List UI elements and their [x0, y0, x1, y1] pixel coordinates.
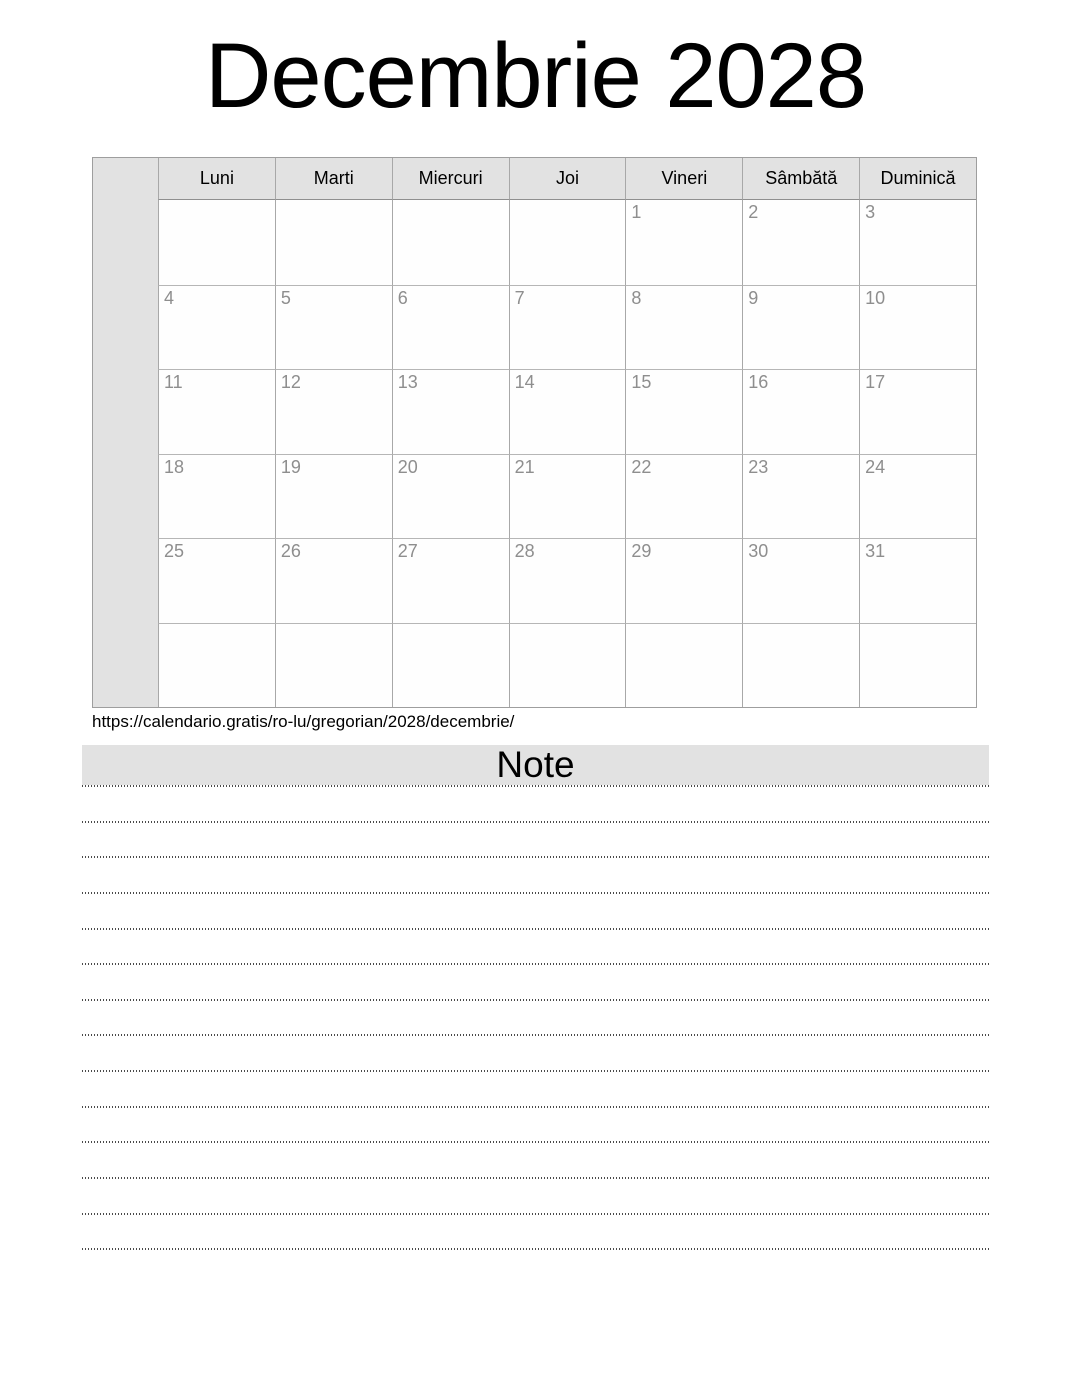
source-url-text: https://calendario.gratis/ro-lu/gregorian/2028/decembrie/: [92, 712, 515, 731]
day-cell: 3: [859, 200, 976, 285]
calendar-gutter-column: [93, 158, 158, 707]
day-cell: 13: [392, 369, 509, 454]
day-cell: 14: [509, 369, 626, 454]
day-cell: 5: [275, 285, 392, 370]
note-line: [82, 1001, 989, 1037]
day-cell: [275, 623, 392, 708]
day-header-miercuri: Miercuri: [392, 158, 509, 200]
day-cell: [392, 623, 509, 708]
day-cell: 26: [275, 538, 392, 623]
note-line: [82, 930, 989, 966]
day-cell: 17: [859, 369, 976, 454]
day-cell: [158, 200, 275, 285]
day-cell: [392, 200, 509, 285]
day-header-luni: Luni: [158, 158, 275, 200]
day-cell: 23: [742, 454, 859, 539]
day-cell: [158, 623, 275, 708]
day-cell: 7: [509, 285, 626, 370]
notes-title: Note: [496, 744, 575, 785]
note-line: [82, 1143, 989, 1179]
note-line: [82, 823, 989, 859]
day-cell: [509, 200, 626, 285]
day-cell: 4: [158, 285, 275, 370]
day-cell: [275, 200, 392, 285]
note-line: [82, 1215, 989, 1251]
day-cell: 11: [158, 369, 275, 454]
day-cell: 29: [625, 538, 742, 623]
day-cell: 2: [742, 200, 859, 285]
day-cell: 12: [275, 369, 392, 454]
day-cell: [625, 623, 742, 708]
day-header-joi: Joi: [509, 158, 626, 200]
page-title: Decembrie 2028: [204, 25, 867, 127]
day-header-sambata: Sâmbătă: [742, 158, 859, 200]
note-line: [82, 1072, 989, 1108]
day-cell: 9: [742, 285, 859, 370]
day-cell: [859, 623, 976, 708]
day-header-vineri: Vineri: [625, 158, 742, 200]
day-cell: 24: [859, 454, 976, 539]
day-cell: 15: [625, 369, 742, 454]
note-line: [82, 858, 989, 894]
day-cell: [509, 623, 626, 708]
note-line: [82, 965, 989, 1001]
day-cell: 16: [742, 369, 859, 454]
day-cell: [742, 623, 859, 708]
day-cell: 19: [275, 454, 392, 539]
day-cell: 28: [509, 538, 626, 623]
day-cell: 6: [392, 285, 509, 370]
calendar-table: [92, 157, 977, 708]
day-cell: 27: [392, 538, 509, 623]
day-cell: 30: [742, 538, 859, 623]
day-header-marti: Marti: [275, 158, 392, 200]
day-cell: 31: [859, 538, 976, 623]
note-line: [82, 1179, 989, 1215]
note-lines: [82, 787, 989, 1250]
day-cell: 1: [625, 200, 742, 285]
day-header-duminica: Duminică: [859, 158, 976, 200]
day-cell: 21: [509, 454, 626, 539]
day-cell: 25: [158, 538, 275, 623]
day-cell: 20: [392, 454, 509, 539]
note-line: [82, 894, 989, 930]
day-cell: 10: [859, 285, 976, 370]
day-cell: 22: [625, 454, 742, 539]
note-line: [82, 787, 989, 823]
note-line: [82, 1108, 989, 1144]
notes-header: [82, 745, 989, 787]
day-cell: 8: [625, 285, 742, 370]
note-line: [82, 1036, 989, 1072]
day-cell: 18: [158, 454, 275, 539]
